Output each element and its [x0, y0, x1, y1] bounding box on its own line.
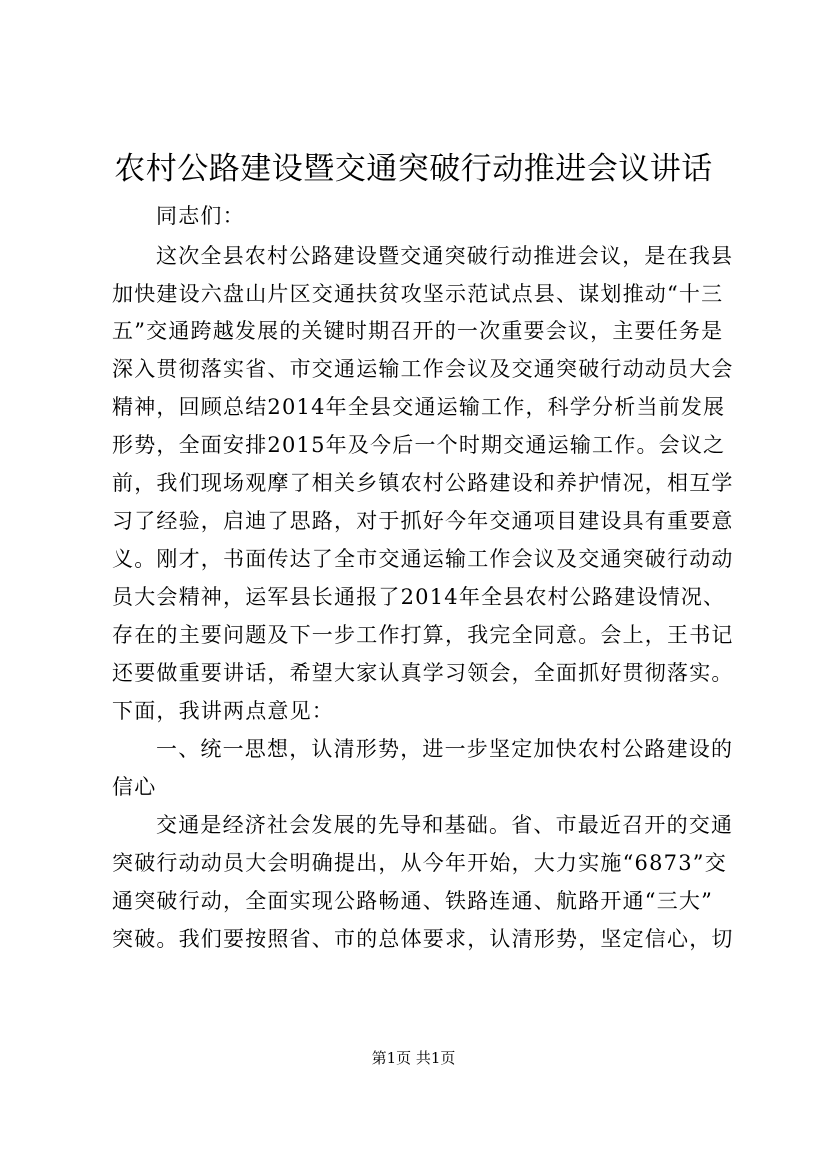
section-heading-line: 一、统一思想，认清形势，进一步坚定加快农村公路建设的: [156, 737, 734, 761]
paragraph-line: 突破。我们要按照省、市的总体要求，认清形势，坚定信心，切: [112, 927, 734, 951]
paragraph-line: 突破行动动员大会明确提出，从今年开始，大力实施“6873”交: [112, 851, 727, 875]
paragraph-line: 深入贯彻落实省、市交通运输工作会议及交通突破行动动员大会: [112, 357, 734, 381]
section-heading-line: 信心: [112, 775, 157, 799]
paragraph-line: 交通是经济社会发展的先导和基础。省、市最近召开的交通: [156, 813, 734, 837]
paragraph-line: 员大会精神，运军县长通报了2014年全县农村公路建设情况、: [112, 585, 726, 609]
paragraph-line: 还要做重要讲话，希望大家认真学习领会，全面抓好贯彻落实。: [112, 661, 734, 685]
paragraph-line: 形势，全面安排2015年及今后一个时期交通运输工作。会议之: [112, 433, 726, 457]
paragraph-line: 加快建设六盘山片区交通扶贫攻坚示范试点县、谋划推动“十三: [112, 282, 724, 306]
salutation: 同志们：: [156, 204, 245, 228]
paragraph-line: 习了经验，启迪了思路，对于抓好今年交通项目建设具有重要意: [112, 509, 734, 533]
paragraph-line: 前，我们现场观摩了相关乡镇农村公路建设和养护情况，相互学: [112, 471, 734, 495]
paragraph-line: 精神，回顾总结2014年全县交通运输工作，科学分析当前发展: [112, 395, 726, 419]
paragraph-line: 五”交通跨越发展的关键时期召开的一次重要会议，主要任务是: [112, 319, 724, 343]
page-number-footer: 第1页 共1页: [371, 1049, 456, 1067]
paragraph-line: 存在的主要问题及下一步工作打算，我完全同意。会上，王书记: [112, 623, 734, 647]
paragraph-line: 通突破行动，全面实现公路畅通、铁路连通、航路开通“三大”: [112, 889, 714, 913]
paragraph-line: 义。刚才，书面传达了全市交通运输工作会议及交通突破行动动: [112, 547, 734, 571]
paragraph-line: 下面，我讲两点意见：: [112, 699, 334, 723]
document-title: 农村公路建设暨交通突破行动推进会议讲话: [114, 151, 713, 187]
paragraph-line: 这次全县农村公路建设暨交通突破行动推进会议，是在我县: [156, 244, 734, 268]
